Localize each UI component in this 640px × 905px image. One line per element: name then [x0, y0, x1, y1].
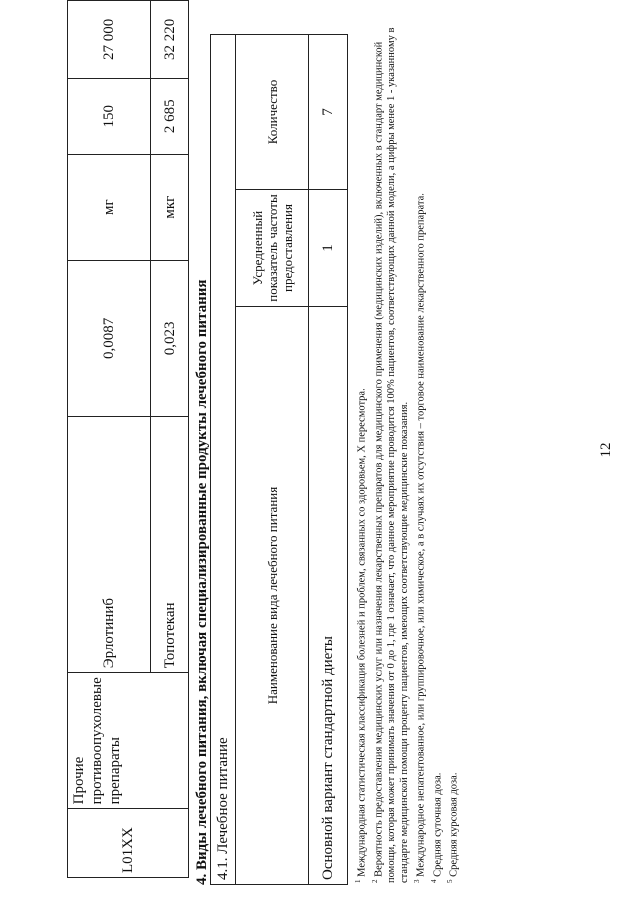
drug-name: Топотекан	[151, 416, 189, 672]
footnote-text: Международное непатентованное, или группировочное, или химическое, а в случаях их отсутствия – торговое наименование лекарственного препарата.	[415, 193, 427, 877]
drug-group-name: Прочие противоопухолевые препараты	[68, 673, 189, 809]
table-row	[211, 35, 236, 885]
footnote	[369, 23, 412, 883]
footnote-text: Вероятность предоставления медицинских услуг или назначения лекарственных препаратов для медицинского применения (медицинских изделий), включенных в стандарт медицинской помощи, которая может принимать значения от 0 до 1, где 1 означает, что данное мероприятие проводится 100% пациентов, соответствующих данной модели, а цифры менее 1 - указанному в стандарте медицинской помощи проценту пациентов, имеющих соответствующие медицинские показания.	[373, 27, 410, 883]
header-quantity: Количество	[236, 35, 309, 190]
footnote	[411, 23, 428, 883]
drug-frequency: 0,023	[151, 260, 189, 416]
drug-unit: мкг	[151, 154, 189, 260]
footnote-mark: 5	[446, 879, 454, 883]
diet-frequency: 1	[309, 190, 348, 307]
footnote-mark: 3	[413, 879, 421, 883]
drug-daily-dose: 2 685	[151, 78, 189, 154]
footnote-mark: 4	[429, 879, 438, 883]
drug-name: Эрлотиниб	[68, 416, 151, 672]
drug-frequency: 0,0087	[68, 260, 151, 416]
drug-table	[67, 0, 189, 878]
footnote	[444, 23, 461, 883]
nutrition-table	[210, 34, 348, 885]
page-number: 12	[598, 442, 614, 458]
header-frequency: Усредненный показатель частоты предоставления	[236, 190, 309, 307]
diet-quantity: 7	[309, 35, 348, 190]
table-row	[309, 35, 348, 885]
atc-code: L01XX	[68, 809, 189, 878]
table-row	[68, 1, 151, 878]
header-name: Наименование вида лечебного питания	[236, 307, 309, 885]
drug-daily-dose: 150	[68, 78, 151, 154]
diet-name: Основной вариант стандартной диеты	[309, 307, 348, 885]
footnotes	[352, 23, 461, 883]
drug-course-dose: 27 000	[68, 1, 151, 79]
footnote-mark: 1	[354, 879, 362, 883]
nutrition-subtitle: 4.1. Лечебное питание	[211, 35, 236, 885]
drug-unit: мг	[68, 154, 151, 260]
footnote	[352, 23, 369, 883]
footnote-mark: 2	[370, 879, 379, 883]
section-title: 4. Виды лечебного питания, включая специализированные продукты лечебного питания	[194, 279, 210, 885]
drug-course-dose: 32 220	[151, 1, 189, 79]
table-header-row	[236, 35, 309, 885]
footnote-text: Международная статистическая классификация болезней и проблем, связанных со здоровьем, X пересмотра.	[356, 388, 368, 877]
footnote-text: Средняя суточная доза.	[432, 772, 443, 877]
footnote-text: Средняя курсовая доза.	[448, 772, 460, 877]
footnote	[428, 23, 445, 883]
